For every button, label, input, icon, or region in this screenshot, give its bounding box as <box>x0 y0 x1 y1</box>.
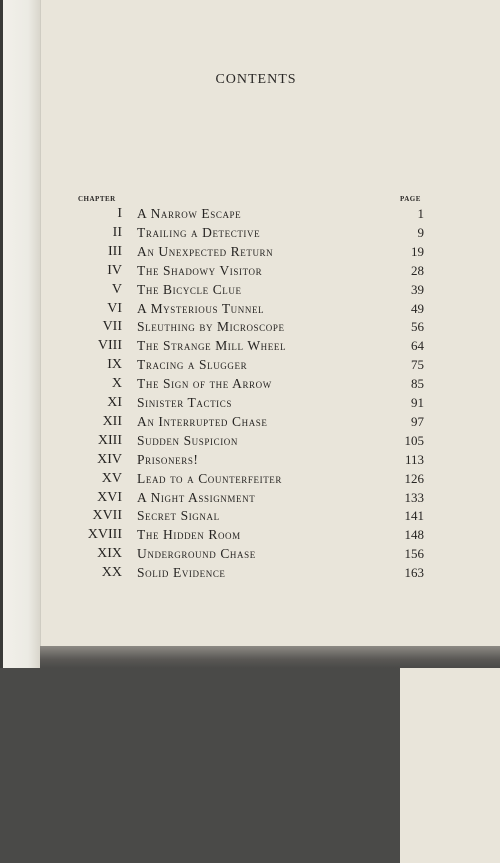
chapter-number: XIV <box>97 451 122 467</box>
toc-row <box>0 470 500 488</box>
toc-row <box>0 337 500 355</box>
page-number: 91 <box>411 395 424 410</box>
chapter-title: The Hidden Room <box>137 527 241 543</box>
chapter-number: VI <box>107 300 122 316</box>
chapter-number: XIX <box>97 546 122 562</box>
chapter-title: Prisoners! <box>137 451 199 467</box>
page-number: 148 <box>404 527 424 543</box>
chapter-title: An Interrupted Chase <box>137 413 268 429</box>
toc-row <box>0 243 500 261</box>
chapter-title: A Narrow Escape <box>137 206 242 221</box>
toc-row <box>0 394 500 412</box>
page-number: 105 <box>404 432 424 448</box>
chapter-title: Secret Signal <box>137 508 220 524</box>
chapter-title: The Shadowy Visitor <box>137 262 263 278</box>
page-number: 156 <box>404 546 424 562</box>
chapter-number: II <box>112 224 122 240</box>
chapter-title: Sleuthing by Microscope <box>137 319 285 335</box>
chapter-title: Underground Chase <box>137 546 256 562</box>
page-number: 9 <box>417 224 424 240</box>
chapter-title: Solid Evidence <box>137 565 226 581</box>
page-number: 39 <box>411 281 424 297</box>
chapter-number: III <box>108 243 122 259</box>
chapter-title: Sudden Suspicion <box>137 432 238 448</box>
toc-row <box>0 262 500 280</box>
toc-row <box>0 281 500 299</box>
toc-row <box>0 545 500 563</box>
chapter-title: The Bicycle Clue <box>137 281 242 297</box>
chapter-title: Lead to a Counterfeiter <box>137 470 283 486</box>
page-number: 85 <box>411 376 424 392</box>
chapter-title: An Unexpected Return <box>137 243 274 259</box>
chapter-number: IV <box>107 262 122 278</box>
page-number: 75 <box>411 357 424 373</box>
page-number: 126 <box>404 470 424 486</box>
page-number: 163 <box>404 565 424 581</box>
chapter-title: The Strange Mill Wheel <box>137 338 287 354</box>
toc-row <box>0 224 500 242</box>
chapter-title: Tracing a Slugger <box>137 357 248 373</box>
page-number: 49 <box>411 300 424 316</box>
page-title: CONTENTS <box>215 72 297 87</box>
toc-row <box>0 564 500 582</box>
chapter-number: XIII <box>97 432 122 448</box>
page-number: 19 <box>411 243 424 259</box>
toc-row <box>0 375 500 393</box>
toc-row <box>0 526 500 544</box>
toc-row <box>0 318 500 336</box>
toc-row <box>0 205 500 223</box>
page-number: 141 <box>404 508 424 524</box>
chapter-title: Sinister Tactics <box>137 395 232 410</box>
chapter-number: XVIII <box>87 527 122 543</box>
chapter-number: XX <box>101 565 122 581</box>
toc-row <box>0 451 500 469</box>
chapter-number: XVI <box>97 489 122 505</box>
chapter-title: The Sign of the Arrow <box>137 376 272 392</box>
chapter-title: A Mysterious Tunnel <box>137 300 265 316</box>
chapter-number: VIII <box>97 338 122 354</box>
page-column-header: PAGE <box>400 195 500 863</box>
page-number: 97 <box>411 413 424 429</box>
chapter-number: XVII <box>92 508 122 524</box>
chapter-number: V <box>111 281 122 297</box>
page-number: 133 <box>404 489 424 505</box>
page-number: 113 <box>404 451 424 467</box>
page-number: 64 <box>411 338 424 354</box>
toc-row <box>0 507 500 525</box>
chapter-title: Trailing a Detective <box>137 224 261 240</box>
chapter-column-header: CHAPTER <box>78 195 116 203</box>
page-bottom-shadow <box>40 646 500 668</box>
chapter-title: A Night Assignment <box>137 489 256 505</box>
toc-row <box>0 489 500 507</box>
toc-row <box>0 432 500 450</box>
toc-row <box>0 413 500 431</box>
chapter-number: XI <box>107 395 122 410</box>
toc-row <box>0 356 500 374</box>
chapter-number: X <box>111 376 122 392</box>
page-number: 28 <box>411 262 424 278</box>
chapter-number: VII <box>102 319 122 335</box>
toc-row <box>0 300 500 318</box>
chapter-number: XV <box>101 470 122 486</box>
chapter-number: XII <box>102 413 122 429</box>
page-number: 1 <box>417 206 424 221</box>
page-number: 56 <box>411 319 424 335</box>
chapter-number: IX <box>107 357 122 373</box>
chapter-number: I <box>117 206 122 221</box>
